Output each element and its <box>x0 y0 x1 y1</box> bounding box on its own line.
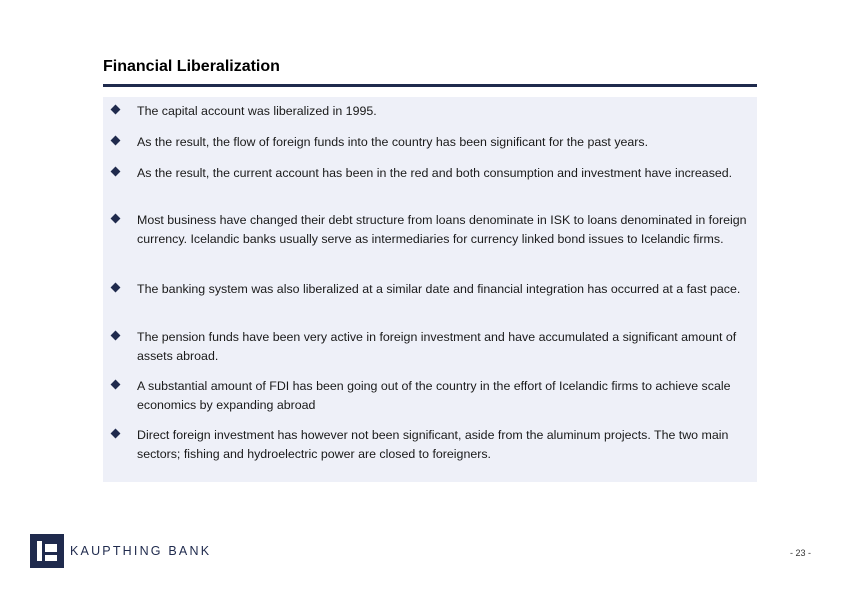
bullet-text: A substantial amount of FDI has been going out of the country in the effort of Icelandic firms to achieve scale economics by expanding abroad <box>137 379 731 412</box>
bullet-text: Direct foreign investment has however not been significant, aside from the aluminum projects. The two main sectors; fishing and hydroelectric power are closed to foreigners. <box>137 428 729 461</box>
bullet-text: The banking system was also liberalized at a similar date and financial integration has occurred at a fast pace. <box>137 282 741 296</box>
diamond-bullet-icon <box>111 136 121 146</box>
diamond-bullet-icon <box>111 167 121 177</box>
kaupthing-logo-icon <box>30 534 64 568</box>
diamond-bullet-icon <box>111 214 121 224</box>
bullet-text: As the result, the flow of foreign funds into the country has been significant for the past years. <box>137 135 649 149</box>
slide-title: Financial Liberalization <box>103 58 280 75</box>
diamond-bullet-icon <box>111 331 121 341</box>
bullet-text: As the result, the current account has been in the red and both consumption and investment have increased. <box>137 166 733 180</box>
title-divider <box>103 84 757 87</box>
diamond-bullet-icon <box>111 283 121 293</box>
logo-text: KAUPTHING BANK <box>70 544 212 558</box>
page-number: - 23 - <box>790 548 812 558</box>
diamond-bullet-icon <box>111 380 121 390</box>
bullet-panel <box>103 97 757 482</box>
bullet-text: The pension funds have been very active in foreign investment and have accumulated a significant amount of assets abroad. <box>137 330 737 363</box>
bullet-text: The capital account was liberalized in 1995. <box>137 104 377 118</box>
bullet-text: Most business have changed their debt structure from loans denominate in ISK to loans denominated in foreign currency. Icelandic banks usually serve as intermediaries for currency linked bond issues to Icelandic firms. <box>137 213 747 246</box>
diamond-bullet-icon <box>111 105 121 115</box>
diamond-bullet-icon <box>111 429 121 439</box>
